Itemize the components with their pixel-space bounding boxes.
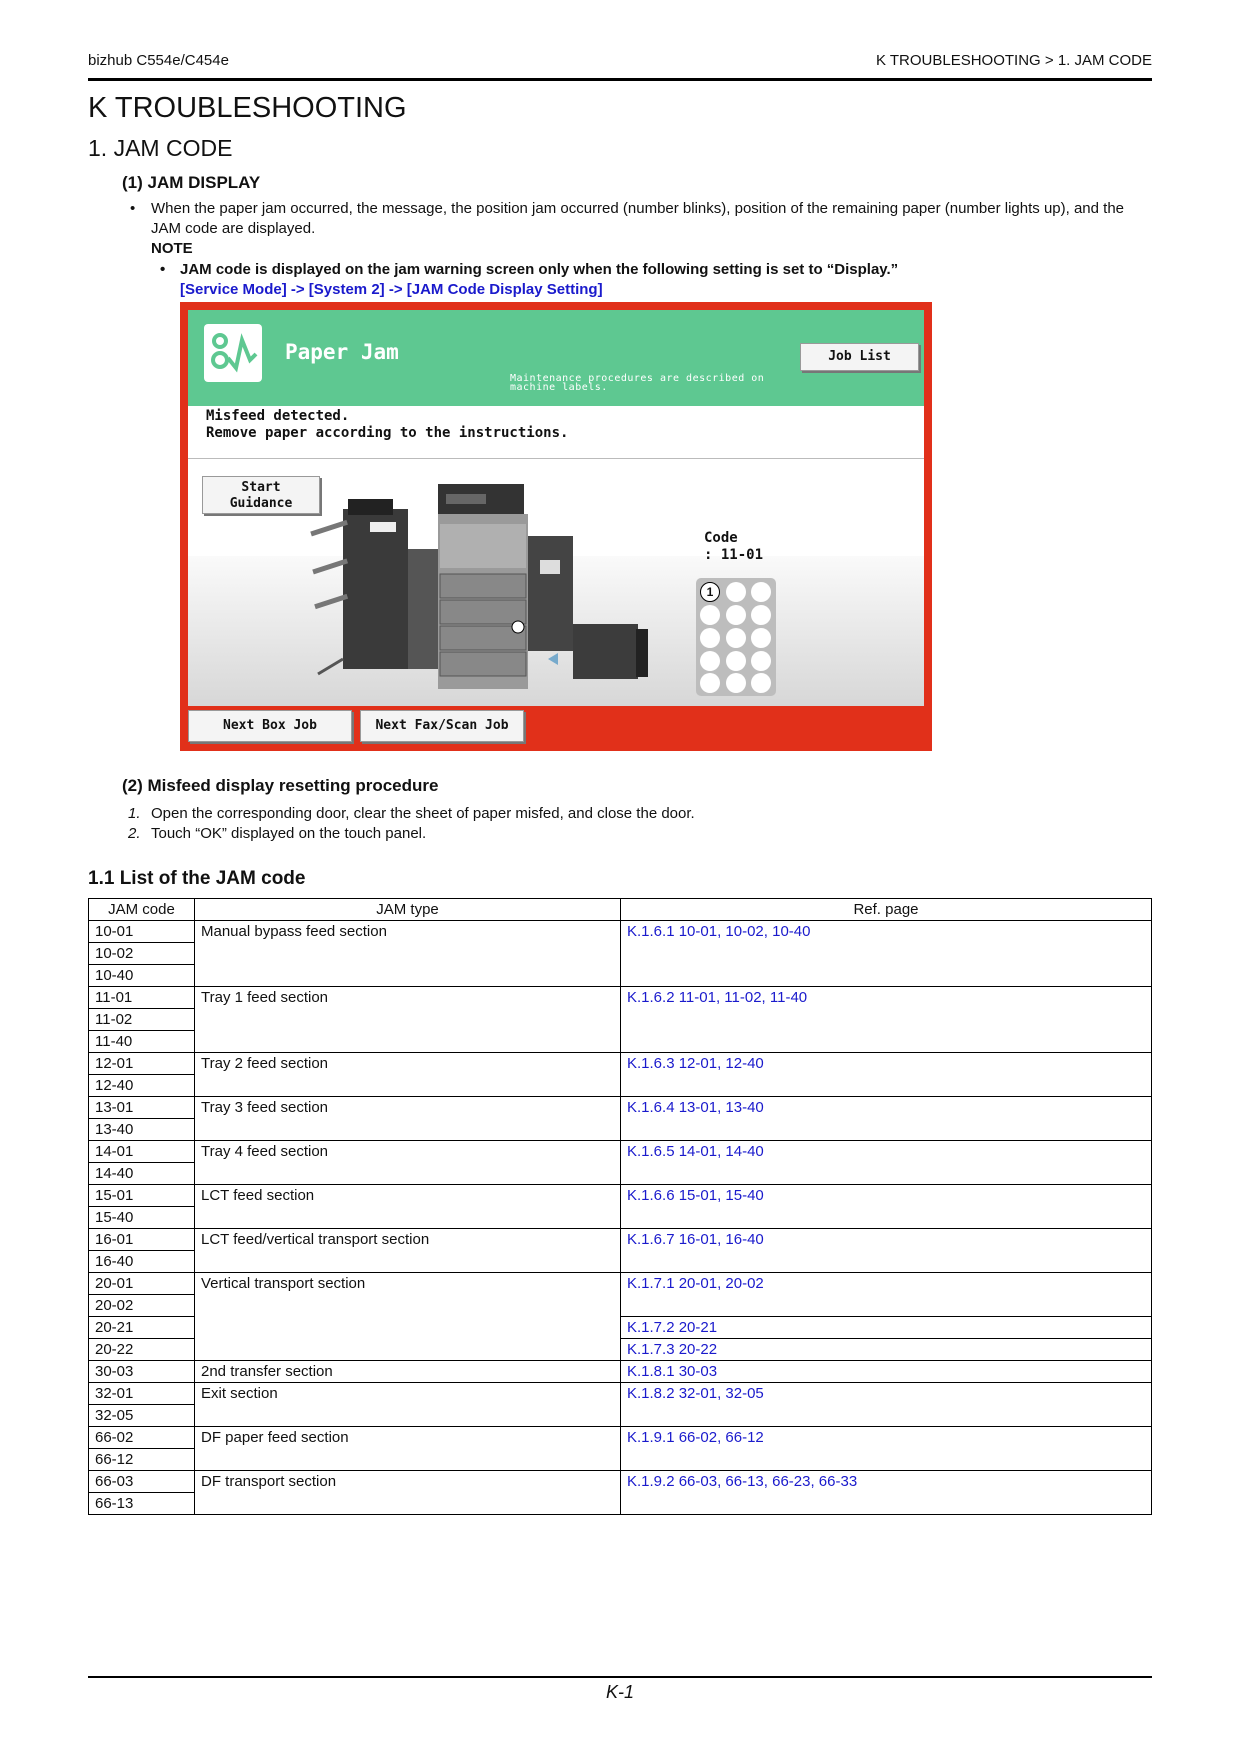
header-model: bizhub C554e/C454e (88, 52, 229, 69)
note-setting-link[interactable]: [Service Mode] -> [System 2] -> [JAM Code Display Setting] (180, 281, 603, 298)
jam-code-cell: 66-13 (89, 1493, 195, 1515)
jam-code-cell: 20-22 (89, 1339, 195, 1361)
jam-code-table (88, 898, 1152, 1515)
screen-header (188, 310, 924, 406)
jam-code-cell: 10-40 (89, 965, 195, 987)
section-title: 1. JAM CODE (88, 135, 233, 161)
jam-type-cell: Tray 2 feed section (195, 1053, 621, 1097)
divider (188, 458, 924, 459)
step-1: 1. Open the corresponding door, clear the sheet of paper misfed, and close the door. (128, 805, 695, 822)
ref-page-link[interactable]: K.1.7.3 20-22 (621, 1339, 1152, 1361)
paper-jam-screen (180, 302, 932, 751)
jam-code-readout: Code : 11-01 (704, 530, 764, 563)
jam-code-cell: 20-21 (89, 1317, 195, 1339)
jam-code-cell: 12-01 (89, 1053, 195, 1075)
jam-type-cell: Tray 4 feed section (195, 1141, 621, 1185)
machine-illustration-icon (308, 464, 698, 706)
jam-code-cell: 66-02 (89, 1427, 195, 1449)
col-jam-code: JAM code (89, 899, 195, 921)
jam-code-cell: 16-01 (89, 1229, 195, 1251)
next-box-job-button[interactable]: Next Box Job (188, 710, 352, 742)
jam-code-cell: 10-02 (89, 943, 195, 965)
ref-page-link[interactable]: K.1.6.2 11-01, 11-02, 11-40 (621, 987, 1152, 1053)
bullet-jam-description: • When the paper jam occurred, the message, the position jam occurred (number blinks), position of the remaining paper (number lights up), and the JAM code are displayed. (130, 200, 1125, 237)
jam-code-cell: 66-03 (89, 1471, 195, 1493)
table-row (89, 1229, 1152, 1251)
ref-page-link[interactable]: K.1.6.6 15-01, 15-40 (621, 1185, 1152, 1229)
bullet-dot: • (160, 261, 166, 278)
page-title: K TROUBLESHOOTING (88, 92, 407, 124)
jam-type-cell: DF transport section (195, 1471, 621, 1515)
screen-title: Paper Jam (285, 340, 399, 364)
table-row (89, 1427, 1152, 1449)
next-fax-scan-job-button[interactable]: Next Fax/Scan Job (360, 710, 524, 742)
ref-page-link[interactable]: K.1.9.2 66-03, 66-13, 66-23, 66-33 (621, 1471, 1152, 1515)
ref-page-link[interactable]: K.1.6.7 16-01, 16-40 (621, 1229, 1152, 1273)
start-guidance-button[interactable]: Start Guidance (202, 476, 320, 514)
jam-code-cell: 32-01 (89, 1383, 195, 1405)
table-row (89, 1053, 1152, 1075)
table-row (89, 1141, 1152, 1163)
jam-position-indicator (696, 578, 776, 696)
subsection-jam-display: (1) JAM DISPLAY (122, 173, 261, 192)
jam-code-cell: 16-40 (89, 1251, 195, 1273)
job-list-button[interactable]: Job List (800, 343, 919, 371)
table-row (89, 987, 1152, 1009)
ref-page-link[interactable]: K.1.8.1 30-03 (621, 1361, 1152, 1383)
jam-code-cell: 10-01 (89, 921, 195, 943)
subsection-reset-procedure: (2) Misfeed display resetting procedure (122, 776, 439, 795)
jam-type-cell: Manual bypass feed section (195, 921, 621, 987)
header-breadcrumb: K TROUBLESHOOTING > 1. JAM CODE (875, 52, 1152, 69)
list-title: 1.1 List of the JAM code (88, 868, 306, 889)
page-number: K-1 (605, 1682, 634, 1702)
jam-type-cell: Vertical transport section (195, 1273, 621, 1361)
jam-code-cell: 11-02 (89, 1009, 195, 1031)
jam-type-cell: Tray 1 feed section (195, 987, 621, 1053)
jam-code-cell: 14-40 (89, 1163, 195, 1185)
table-row (89, 1383, 1152, 1405)
note-label: NOTE (151, 240, 193, 257)
jam-code-cell: 32-05 (89, 1405, 195, 1427)
jam-type-cell: DF paper feed section (195, 1427, 621, 1471)
ref-page-link[interactable]: K.1.7.2 20-21 (621, 1317, 1152, 1339)
table-row (89, 1471, 1152, 1493)
jam-code-cell: 15-40 (89, 1207, 195, 1229)
jam-code-cell: 30-03 (89, 1361, 195, 1383)
note-text: JAM code is displayed on the jam warning screen only when the following setting is set to “Display.” (180, 261, 899, 278)
ref-page-link[interactable]: K.1.6.1 10-01, 10-02, 10-40 (621, 921, 1152, 987)
bullet-dot: • (130, 200, 136, 217)
table-row (89, 921, 1152, 943)
table-row (89, 1097, 1152, 1119)
note-bullet (160, 260, 898, 300)
step-2: 2. Touch “OK” displayed on the touch panel. (128, 825, 427, 842)
ref-page-link[interactable]: K.1.6.3 12-01, 12-40 (621, 1053, 1152, 1097)
jam-code-cell: 13-40 (89, 1119, 195, 1141)
table-header-row (89, 899, 1152, 921)
maintenance-note: Maintenance procedures are described on machine labels. (510, 373, 765, 393)
ref-page-link[interactable]: K.1.6.5 14-01, 14-40 (621, 1141, 1152, 1185)
jam-code-cell: 11-01 (89, 987, 195, 1009)
col-jam-type: JAM type (195, 899, 621, 921)
jam-code-cell: 20-01 (89, 1273, 195, 1295)
jam-code-cell: 13-01 (89, 1097, 195, 1119)
ref-page-link[interactable]: K.1.8.2 32-01, 32-05 (621, 1383, 1152, 1427)
jam-code-cell: 15-01 (89, 1185, 195, 1207)
table-row (89, 1273, 1152, 1295)
jam-code-cell: 14-01 (89, 1141, 195, 1163)
jam-type-cell: LCT feed section (195, 1185, 621, 1229)
page-footer (88, 1676, 1152, 1702)
ref-page-link[interactable]: K.1.6.4 13-01, 13-40 (621, 1097, 1152, 1141)
jam-code-cell: 66-12 (89, 1449, 195, 1471)
page-header (88, 50, 1152, 81)
screen-body (188, 406, 924, 706)
jam-code-cell: 11-40 (89, 1031, 195, 1053)
table-row (89, 1185, 1152, 1207)
jam-type-cell: LCT feed/vertical transport section (195, 1229, 621, 1273)
position-marker: 1 (700, 582, 720, 602)
jam-type-cell: Exit section (195, 1383, 621, 1427)
col-ref-page: Ref. page (621, 899, 1152, 921)
jam-type-cell: 2nd transfer section (195, 1361, 621, 1383)
ref-page-link[interactable]: K.1.9.1 66-02, 66-12 (621, 1427, 1152, 1471)
paper-jam-icon (204, 324, 262, 382)
misfeed-message: Misfeed detected. Remove paper according to the instructions. (206, 408, 569, 441)
table-row (89, 1361, 1152, 1383)
jam-type-cell: Tray 3 feed section (195, 1097, 621, 1141)
ref-page-link[interactable]: K.1.7.1 20-01, 20-02 (621, 1273, 1152, 1317)
jam-code-cell: 20-02 (89, 1295, 195, 1317)
jam-code-cell: 12-40 (89, 1075, 195, 1097)
